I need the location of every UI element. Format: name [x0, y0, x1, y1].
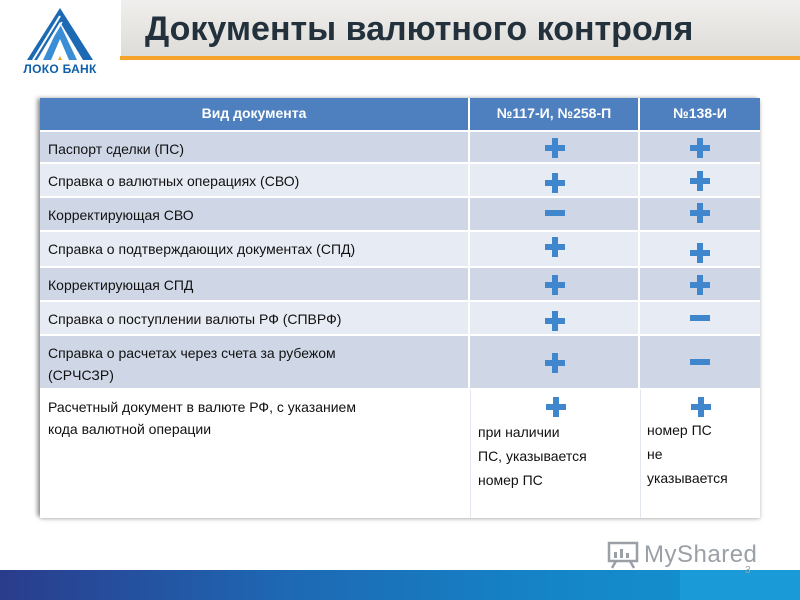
- plus-icon: [545, 396, 567, 418]
- plus-icon: [689, 202, 711, 224]
- minus-icon: [689, 314, 711, 322]
- minus-icon: [689, 358, 711, 366]
- row-cell-138: [640, 164, 760, 198]
- myshared-watermark: [606, 540, 757, 570]
- loko-bank-logo-icon: [25, 6, 95, 62]
- table-row: [40, 388, 760, 518]
- table-row: [40, 196, 760, 232]
- header: [0, 0, 800, 76]
- presentation-board-icon: [606, 541, 640, 569]
- documents-table: [40, 98, 760, 516]
- row-doc-name: Корректирующая СПД: [40, 268, 470, 302]
- plus-icon: [544, 172, 566, 194]
- row-doc-name: [40, 336, 470, 390]
- row-cell-138: [640, 198, 760, 232]
- minus-icon: [544, 209, 566, 217]
- plus-icon: [689, 274, 711, 296]
- row-doc-name: Справка о подтверждающих документах (СПД): [40, 232, 470, 268]
- plus-icon: [544, 137, 566, 159]
- row-doc-name: [40, 390, 470, 518]
- logo: [0, 0, 120, 78]
- table-row: [40, 334, 760, 390]
- watermark-text: MyShared: [644, 541, 758, 568]
- row-cell-117-258: [470, 390, 640, 518]
- row-cell-117-258: [470, 336, 640, 390]
- row-cell-117-258: [470, 232, 640, 268]
- row-cell-138: [640, 132, 760, 164]
- plus-icon: [544, 352, 566, 374]
- row-doc-name: Справка о валютных операциях (СВО): [40, 164, 470, 198]
- row-cell-138: [640, 268, 760, 302]
- row-doc-name: Корректирующая СВО: [40, 198, 470, 232]
- page-number: 3: [745, 565, 751, 576]
- row-doc-name: Справка о поступлении валюты РФ (СПВРФ): [40, 302, 470, 336]
- col3-note: [647, 418, 728, 490]
- plus-icon: [689, 170, 711, 192]
- plus-icon: [544, 274, 566, 296]
- plus-icon: [689, 242, 711, 264]
- row-cell-117-258: [470, 164, 640, 198]
- table-row: [40, 130, 760, 164]
- note-line: номер ПС: [478, 472, 543, 488]
- row-doc-name-line2: кода валютной операции: [48, 421, 212, 437]
- row-cell-138: [640, 232, 760, 268]
- row-doc-name-line1: Расчетный документ в валюте РФ, с указанием: [48, 399, 356, 415]
- table-row: [40, 300, 760, 336]
- row-doc-name-line1: Справка о расчетах через счета за рубежом: [48, 345, 336, 361]
- row-cell-138: [640, 336, 760, 390]
- row-cell-117-258: [470, 198, 640, 232]
- row-cell-117-258: [470, 132, 640, 164]
- table-header-row: [40, 98, 760, 130]
- row-cell-138: [640, 390, 760, 518]
- col2-note: [478, 420, 587, 492]
- table-row: [40, 162, 760, 198]
- column-header-138: №138-И: [640, 98, 760, 130]
- row-doc-name-line2: (СРЧСЗР): [48, 367, 114, 383]
- column-header-117-258: №117-И, №258-П: [470, 98, 640, 130]
- row-cell-117-258: [470, 302, 640, 336]
- row-cell-138: [640, 302, 760, 336]
- logo-text: ЛОКО БАНК: [23, 62, 97, 76]
- bottom-accent: [680, 570, 800, 600]
- note-line: не: [647, 446, 663, 462]
- note-line: при наличии: [478, 424, 560, 440]
- note-line: ПС, указывается: [478, 448, 587, 464]
- column-header-doc-type: Вид документа: [40, 98, 470, 130]
- plus-icon: [544, 310, 566, 332]
- row-doc-name: Паспорт сделки (ПС): [40, 132, 470, 164]
- row-cell-117-258: [470, 268, 640, 302]
- table-row: [40, 266, 760, 302]
- plus-icon: [544, 236, 566, 258]
- plus-icon: [689, 137, 711, 159]
- note-line: номер ПС: [647, 422, 712, 438]
- plus-icon: [690, 396, 712, 418]
- page-title: Документы валютного контроля: [145, 10, 694, 48]
- table-row: [40, 230, 760, 268]
- note-line: указывается: [647, 470, 728, 486]
